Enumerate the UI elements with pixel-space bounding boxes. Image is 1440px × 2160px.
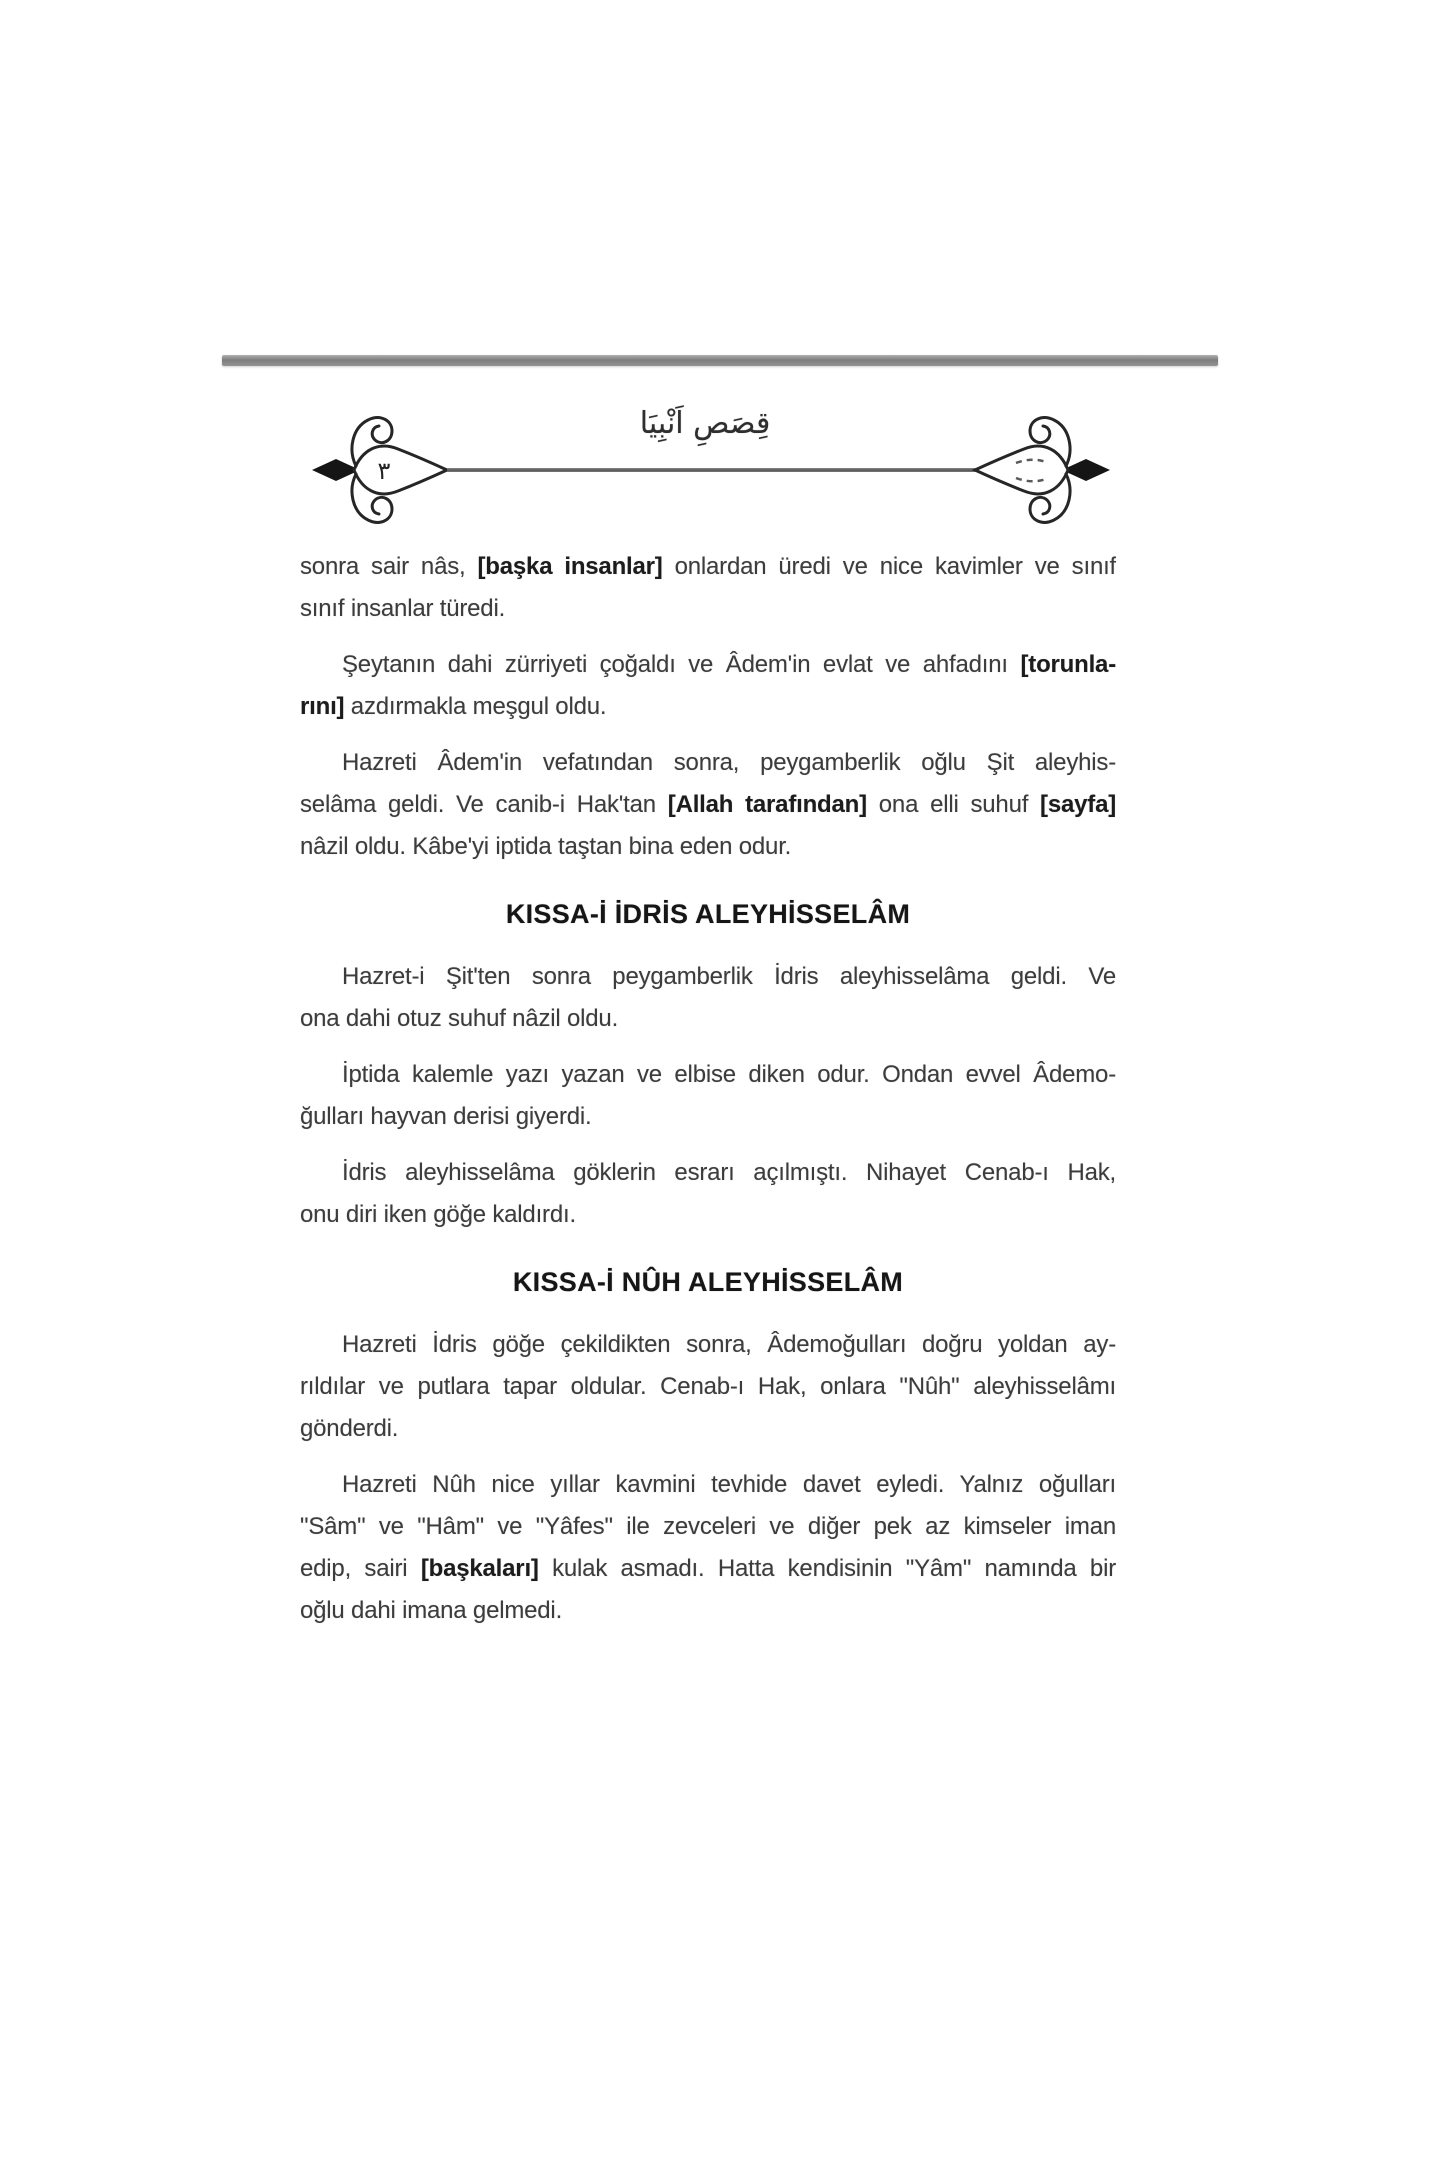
paragraph bbox=[300, 1464, 1116, 1632]
text-line bbox=[300, 1194, 1116, 1236]
body-text: oğlu dahi imana gelmedi. bbox=[300, 1597, 563, 1624]
text-line bbox=[300, 742, 1116, 784]
body-text: sonra sair nâs, bbox=[300, 553, 478, 580]
text-line bbox=[300, 1548, 1116, 1590]
text-line bbox=[300, 1054, 1116, 1096]
text-line bbox=[300, 1324, 1116, 1366]
body-text: selâma geldi. Ve canib-i Hak'tan bbox=[300, 791, 668, 818]
gloss-bold-text: [sayfa] bbox=[1040, 791, 1116, 818]
header-divider-rule bbox=[447, 468, 978, 472]
body-text: İptida kalemle yazı yazan ve elbise diken odur. Ondan evvel Âdemo- bbox=[342, 1061, 1116, 1088]
text-line bbox=[300, 998, 1116, 1040]
body-text: gönderdi. bbox=[300, 1415, 399, 1442]
body-text: ona elli suhuf bbox=[866, 791, 1041, 818]
body-text: onu diri iken göğe kaldırdı. bbox=[300, 1201, 576, 1228]
paragraph bbox=[300, 546, 1116, 630]
arabic-title: قِصَصِ اَنْبِيَا bbox=[639, 406, 771, 441]
body-text: edip, sairi bbox=[300, 1555, 421, 1582]
text-line bbox=[300, 644, 1116, 686]
page-number: ٣ bbox=[377, 457, 391, 485]
body-text: "Sâm" ve "Hâm" ve "Yâfes" ile zevceleri ve diğer pek az kimseler iman bbox=[300, 1513, 1116, 1540]
body-text: Hazreti Nûh nice yıllar kavmini tevhide davet eyledi. Yalnız oğulları bbox=[342, 1471, 1116, 1498]
top-rule-bar bbox=[222, 355, 1218, 366]
body-text: rıldılar ve putlara tapar oldular. Cenab-ı Hak, onlara "Nûh" aleyhisselâmı bbox=[300, 1373, 1116, 1400]
paragraph bbox=[300, 1152, 1116, 1236]
text-line bbox=[300, 784, 1116, 826]
flourish-ornament-right-icon bbox=[972, 410, 1112, 530]
body-text: sınıf insanlar türedi. bbox=[300, 595, 506, 622]
text-line bbox=[300, 1096, 1116, 1138]
body-text: Hazret-i Şit'ten sonra peygamberlik İdris aleyhisselâma geldi. Ve bbox=[342, 963, 1116, 990]
paragraph bbox=[300, 644, 1116, 728]
body-text: nâzil oldu. Kâbe'yi iptida taştan bina eden odur. bbox=[300, 833, 792, 860]
gloss-bold-text: [torunla- bbox=[1020, 651, 1116, 678]
body-text: onlardan üredi ve nice kavimler ve sınıf bbox=[662, 553, 1116, 580]
text-line bbox=[300, 826, 1116, 868]
text-line bbox=[300, 956, 1116, 998]
body-text: Hazreti İdris göğe çekildikten sonra, Âdemoğulları doğru yoldan ay- bbox=[342, 1331, 1116, 1358]
paragraph bbox=[300, 1054, 1116, 1138]
body-text: Hazreti Âdem'in vefatından sonra, peygamberlik oğlu Şit aleyhis- bbox=[342, 749, 1116, 776]
body-text: ğulları hayvan derisi giyerdi. bbox=[300, 1103, 592, 1130]
text-line bbox=[300, 1366, 1116, 1408]
paragraph bbox=[300, 1324, 1116, 1450]
teardrop-shape bbox=[975, 446, 1068, 494]
text-line bbox=[300, 1590, 1116, 1632]
text-line bbox=[300, 1408, 1116, 1450]
text-line bbox=[300, 546, 1116, 588]
teardrop-shape bbox=[354, 446, 447, 494]
body-text: ona dahi otuz suhuf nâzil oldu. bbox=[300, 1005, 619, 1032]
body-text: kulak asmadı. Hatta kendisinin "Yâm" namında bir bbox=[538, 1555, 1116, 1582]
flourish-ornament-left-icon bbox=[310, 410, 450, 530]
body-text-area bbox=[300, 546, 1116, 1646]
text-line bbox=[300, 1152, 1116, 1194]
gloss-bold-text: rını] bbox=[300, 693, 345, 720]
text-line bbox=[300, 686, 1116, 728]
body-text: İdris aleyhisselâma göklerin esrarı açılmıştı. Nihayet Cenab-ı Hak, bbox=[342, 1159, 1116, 1186]
gloss-bold-text: [başka insanlar] bbox=[477, 553, 663, 580]
body-text: Şeytanın dahi zürriyeti çoğaldı ve Âdem'in evlat ve ahfadını bbox=[342, 651, 1021, 678]
section-heading: KISSA-İ NÛH ALEYHİSSELÂM bbox=[512, 1267, 904, 1297]
paragraph bbox=[300, 956, 1116, 1040]
body-text: azdırmakla meşgul oldu. bbox=[344, 693, 607, 720]
text-line bbox=[300, 1506, 1116, 1548]
paragraph bbox=[300, 742, 1116, 868]
gloss-bold-text: [Allah tarafından] bbox=[667, 791, 867, 818]
text-line bbox=[300, 1464, 1116, 1506]
text-line bbox=[300, 588, 1116, 630]
gloss-bold-text: [başkaları] bbox=[420, 1555, 539, 1582]
section-heading: KISSA-İ İDRİS ALEYHİSSELÂM bbox=[505, 899, 911, 929]
